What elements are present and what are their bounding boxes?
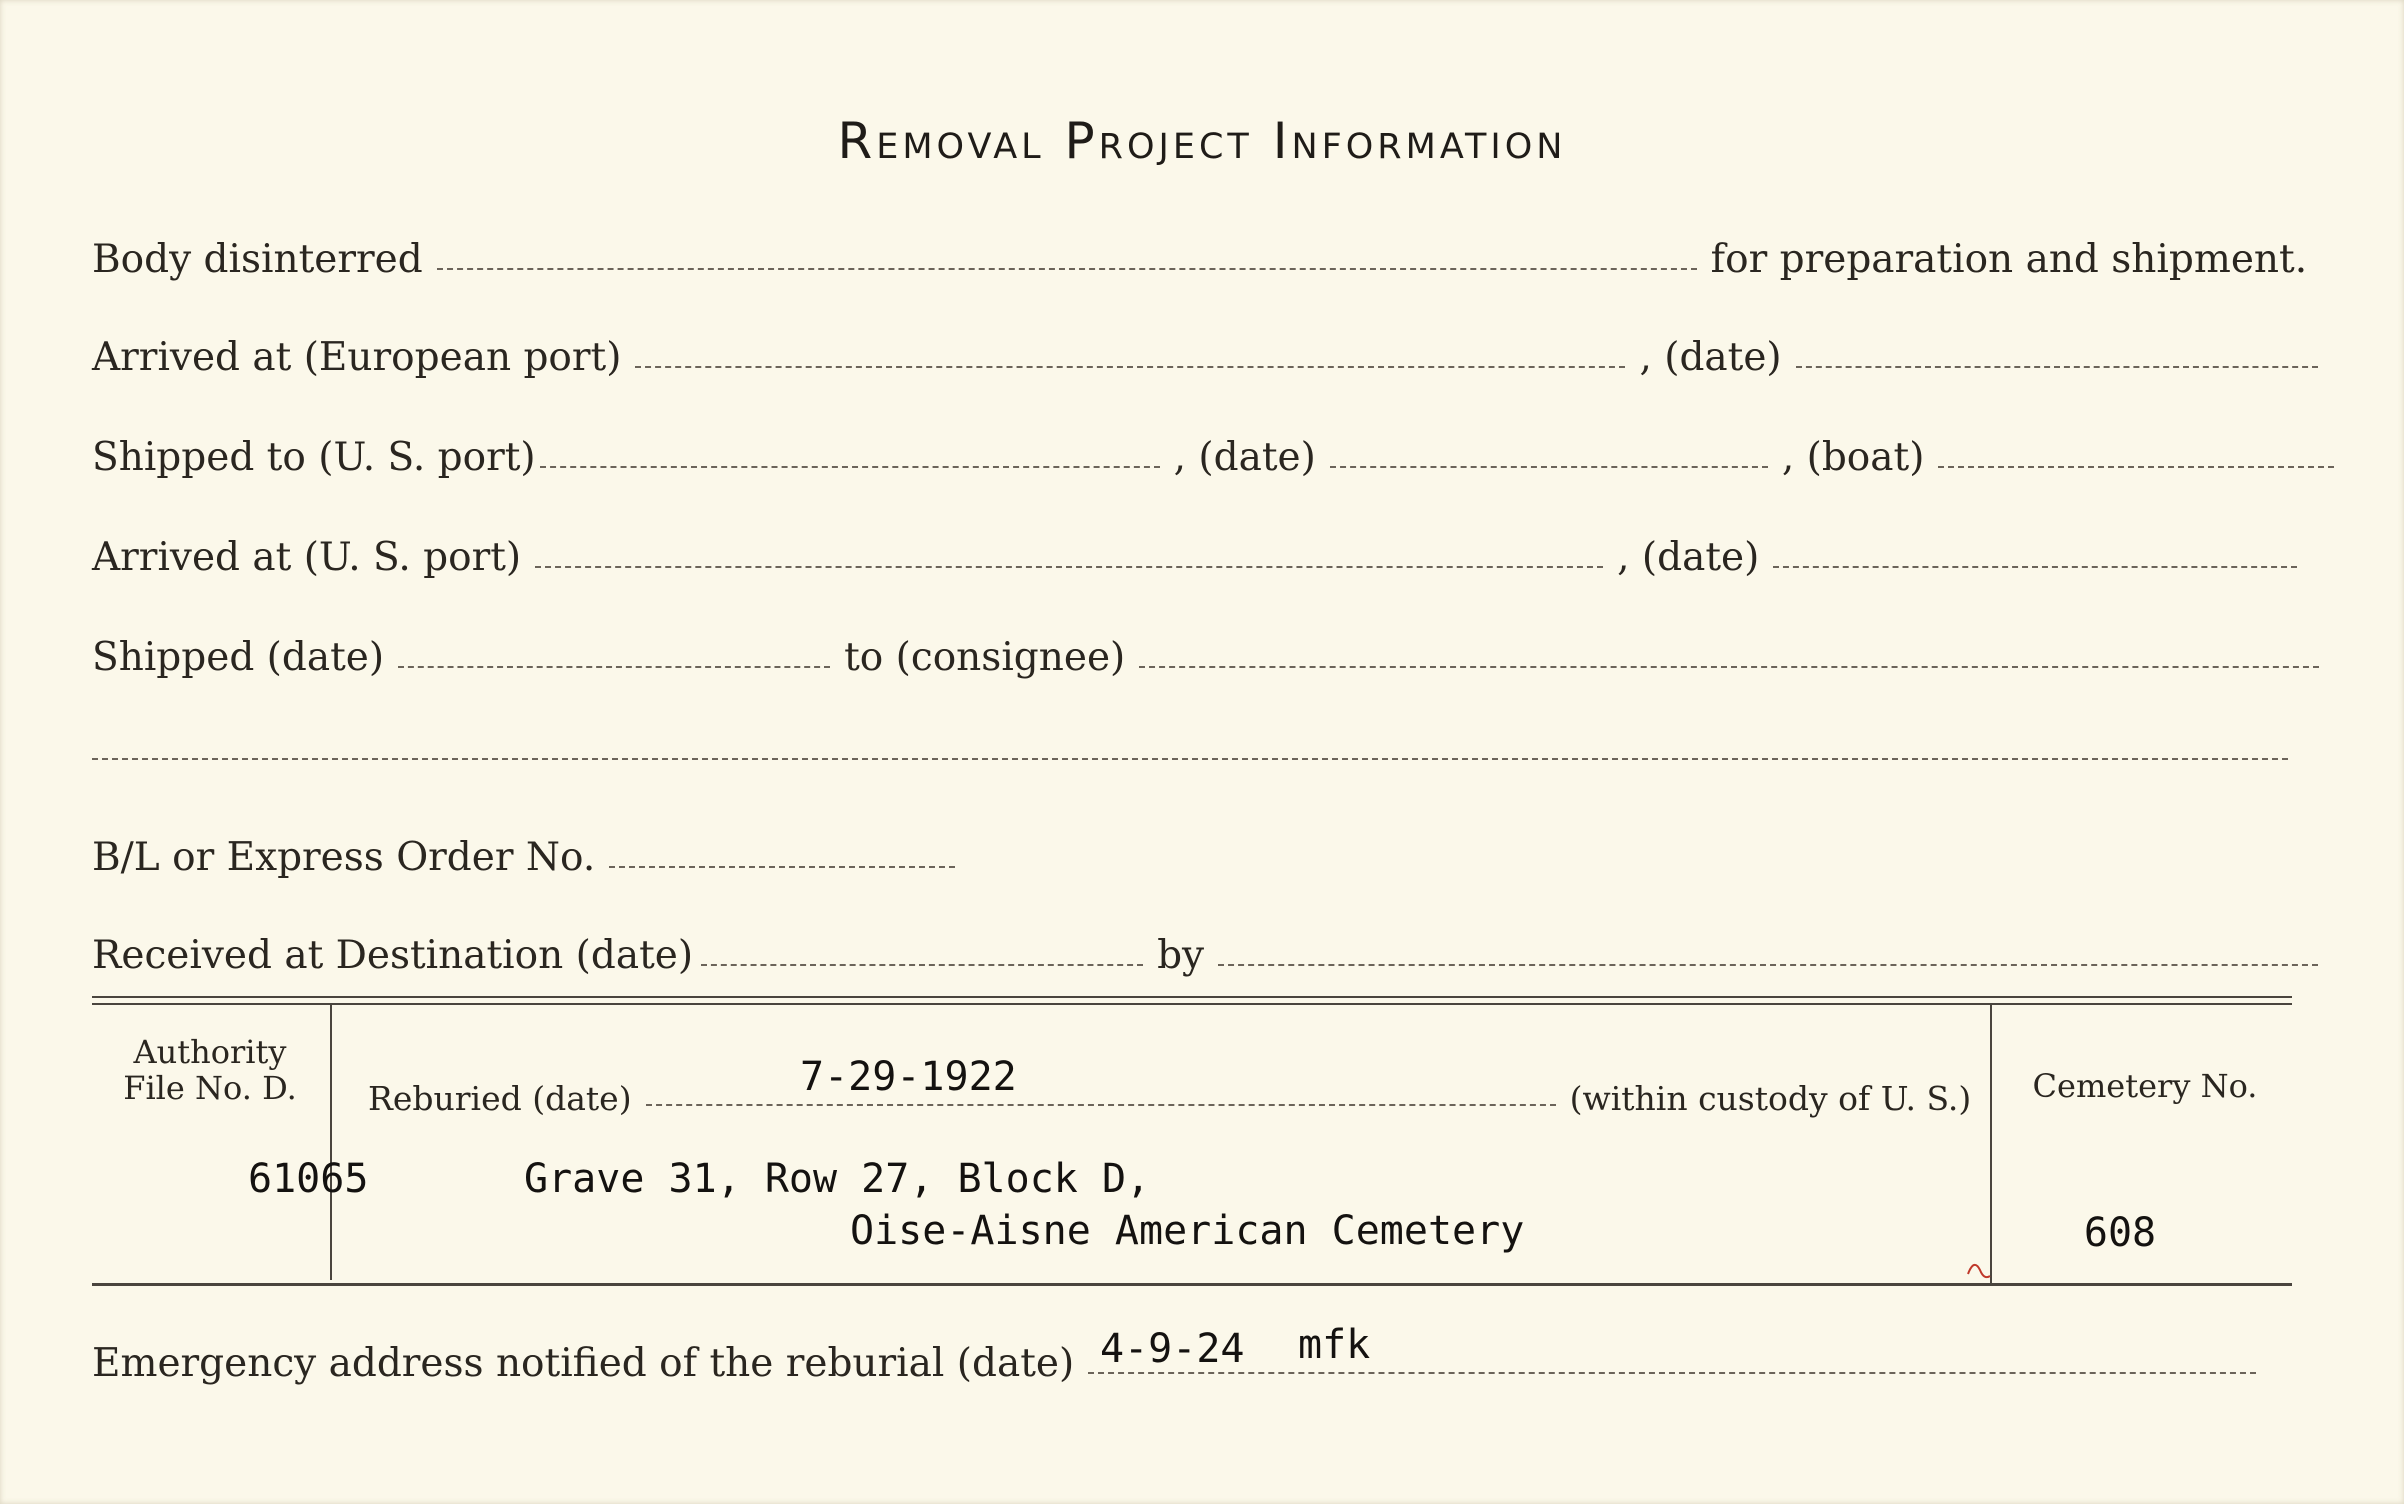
row-arrived-us bbox=[92, 520, 2297, 580]
consignee-line bbox=[1139, 656, 2319, 668]
body-disinterred-label: Body disinterred bbox=[92, 237, 423, 282]
box-bottom-rule bbox=[92, 1283, 2292, 1286]
arrived-european-date-label: , (date) bbox=[1639, 335, 1782, 380]
bl-order-label: B/L or Express Order No. bbox=[92, 835, 596, 880]
received-destination-line bbox=[701, 954, 1143, 966]
file-number: 61065 bbox=[248, 1156, 369, 1202]
shipped-to-us-date-label: , (date) bbox=[1173, 435, 1316, 480]
shipped-to-us-label: Shipped to (U. S. port) bbox=[92, 435, 536, 480]
authority-label-line1: Authority bbox=[133, 1033, 287, 1071]
shipped-date-label: Shipped (date) bbox=[92, 635, 385, 680]
box-top-rule-1 bbox=[92, 996, 2292, 998]
arrived-us-label: Arrived at (U. S. port) bbox=[92, 535, 522, 580]
authority-label bbox=[104, 1034, 316, 1106]
grave-location-line2: Oise-Aisne American Cemetery bbox=[850, 1208, 1525, 1254]
reburied-date: 7-29-1922 bbox=[800, 1054, 1017, 1100]
cemetery-number: 608 bbox=[2083, 1210, 2157, 1256]
body-disinterred-line bbox=[437, 258, 1697, 270]
arrived-us-date-label: , (date) bbox=[1617, 535, 1760, 580]
blank-line bbox=[92, 748, 2288, 760]
box-top-rule-2 bbox=[92, 1003, 2292, 1005]
arrived-european-line bbox=[635, 356, 1625, 368]
row-blank bbox=[92, 712, 2288, 772]
reburied-label: Reburied (date) bbox=[368, 1079, 632, 1118]
shipped-date-line bbox=[398, 656, 830, 668]
row-shipped-consignee bbox=[92, 620, 2319, 680]
row-arrived-european bbox=[92, 320, 2318, 380]
emergency-line bbox=[1088, 1362, 2256, 1374]
emergency-initials: mfk bbox=[1298, 1322, 1371, 1368]
shipped-to-us-boat-line bbox=[1938, 456, 2334, 468]
row-shipped-to-us bbox=[92, 420, 2334, 480]
custody-label: (within custody of U. S.) bbox=[1569, 1079, 1972, 1118]
arrived-us-line bbox=[535, 556, 1603, 568]
body-disinterred-suffix: for preparation and shipment. bbox=[1710, 237, 2308, 282]
reburied-line bbox=[646, 1094, 1556, 1106]
cemetery-no-label: Cemetery No. bbox=[2032, 1067, 2258, 1105]
red-check-mark-icon bbox=[1964, 1254, 1994, 1284]
box-divider-left bbox=[330, 1005, 332, 1280]
received-destination-label: Received at Destination (date) bbox=[92, 933, 694, 978]
bl-order-line bbox=[609, 856, 955, 868]
card-title: Removal Project Information bbox=[837, 112, 1567, 170]
row-received-destination bbox=[92, 918, 2318, 978]
arrived-us-date-line bbox=[1773, 556, 2297, 568]
arrived-european-label: Arrived at (European port) bbox=[92, 335, 622, 380]
row-bl-order bbox=[92, 820, 955, 880]
row-body-disinterred bbox=[92, 222, 2321, 282]
to-consignee-label: to (consignee) bbox=[844, 635, 1126, 680]
shipped-to-us-date-line bbox=[1330, 456, 1768, 468]
shipped-to-us-line bbox=[540, 456, 1160, 468]
emergency-date: 4-9-24 bbox=[1100, 1326, 1245, 1372]
shipped-to-us-boat-label: , (boat) bbox=[1781, 435, 1925, 480]
authority-label-line2: File No. D. bbox=[123, 1069, 297, 1107]
received-by-line bbox=[1218, 954, 2318, 966]
by-label: by bbox=[1157, 933, 1205, 978]
arrived-european-date-line bbox=[1796, 356, 2318, 368]
emergency-label: Emergency address notified of the reburial (date) bbox=[92, 1341, 1075, 1386]
row-reburied bbox=[368, 1058, 1971, 1118]
box-divider-right bbox=[1990, 1005, 1992, 1283]
grave-location-line1: Grave 31, Row 27, Block D, bbox=[524, 1156, 1151, 1202]
